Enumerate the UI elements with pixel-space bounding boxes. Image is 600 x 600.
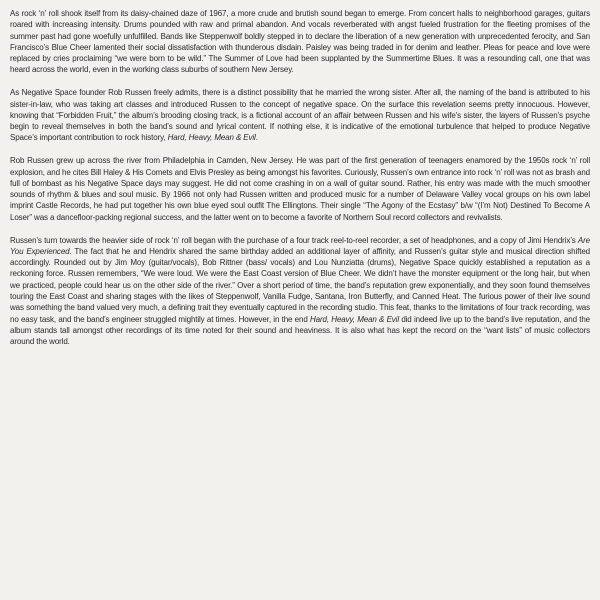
paragraph-text: . The fact that he and Hendrix shared the same birthday added an additional layer of affinity, and Russen’s guitar style and musical direction shifted accordingly. Rounded out by Jim Moy (guitar/vocals), Bob Rittner (bass/ vocals) and Lou Nunziatta (drums), Negative Space quickly established a reputation as a reckoning force. Russen remembers, “We were loud. We were the East Coast version of Blue Cheer. We didn’t have the monster equipment or the long hair, but when we practiced, people could hear us on the other side of the river.” Over a short period of time, the band’s reputation grew exponentially, and they soon found themselves touring the East Coast and sharing stages with the likes of Steppenwolf, Vanilla Fudge, Santana, Iron Butterfly, and Canned Heat. The furious power of their live sound was something the band valued very much, a defining trait they eventually captured in the recording studio. This feat, thanks to the limitations of four track recording, was no easy task, and the band’s engineer struggled mightily at times. However, in the end: [10, 246, 590, 324]
paragraph-4: [10, 235, 590, 348]
paragraph-text: Rob Russen grew up across the river from Philadelphia in Camden, New Jersey. He was part of the first generation of teenagers enamored by the 1950s rock ‘n’ roll explosion, and he cites Bill Haley & His Comets and Elvis Presley as being amongst his favorites. Curiously, Russen’s own entrance into rock ‘n’ roll was not as brash and full of bombast as his Negative Space days may suggest. He did not come crashing in on a wall of guitar sound. Rather, his entry was made with the much smoother sounds of rhythm & blues and soul music. By 1966 not only had Russen written and produced music for a number of Delaware Valley vocal groups on his own label imprint Castle Records, he had put together his own blue eyed soul outfit The Ellingtons. Their single “The Agony of the Ecstasy” b/w “(I’m Not) Destined To Become A Loser” was a dancefloor-packing regional success, and the latter went on to become a favorite of Northern Soul record collectors and revivalists.: [10, 156, 590, 222]
paragraph-2: [10, 87, 590, 143]
paragraph-3: [10, 155, 590, 223]
paragraph-text: .: [255, 133, 258, 143]
paragraph-text: As Negative Space founder Rob Russen freely admits, there is a distinct possibility that he married the wrong sister. After all, the naming of the band is attributed to his sister-in-law, who was taking art classes and introduced Russen to the concept of negative space. On the surface this revelation seems pretty innocuous. However, knowing that “Forbidden Fruit,” the album’s brooding closing track, is a fictional account of an affair between Russen and his wife’s sister, the layers of Russen’s psyche begin to reveal themselves in both the band’s sound and lyrical content. If nothing else, it is indicative of the emotional turbulence that helped to produce Negative Space’s important contribution to rock history,: [10, 88, 590, 143]
album-title: Hard, Heavy, Mean & Evil: [310, 314, 399, 324]
album-title: Hard, Heavy, Mean & Evil: [167, 133, 256, 143]
paragraph-text: did indeed live up to the band’s live reputation, and the album stands tall amongst other recordings of its time noted for their sound and heaviness. It is also what has kept the record on the “want lists” of music collectors around the world.: [10, 314, 590, 347]
album-title: Are You Experienced: [10, 235, 590, 256]
paragraph-1: [10, 8, 590, 76]
paragraph-text: As rock ‘n’ roll shook itself from its daisy-chained daze of 1967, a more crude and brutish sound began to emerge. From concert halls to neighborhood garages, guitars roared with increasing intensity. Drums pounded with raw and primal abandon. And vocals reverberated with angst fueled frustration for the fleeting promises of the summer past had gone woefully unfulfilled. Bands like Steppenwolf boldly stepped in to declare the liberation of a new generation with unprecedented ferocity, and San Francisco’s Blue Cheer lamented their social dissatisfaction with thunderous disdain. Paisley was being traded in for denim and leather. Pleas for peace and love were replaced by cries proclaiming “we were born to be wild.” The Summer of Love had been supplanted by the Summertime Blues. It was a resounding call, one that was heard across the world, even in the working class suburbs of southern New Jersey.: [10, 9, 590, 75]
paragraph-text: Russen’s turn towards the heavier side of rock ‘n’ roll began with the purchase of a four track reel-to-reel recorder, a set of headphones, and a copy of Jimi Hendrix’s: [10, 235, 578, 245]
